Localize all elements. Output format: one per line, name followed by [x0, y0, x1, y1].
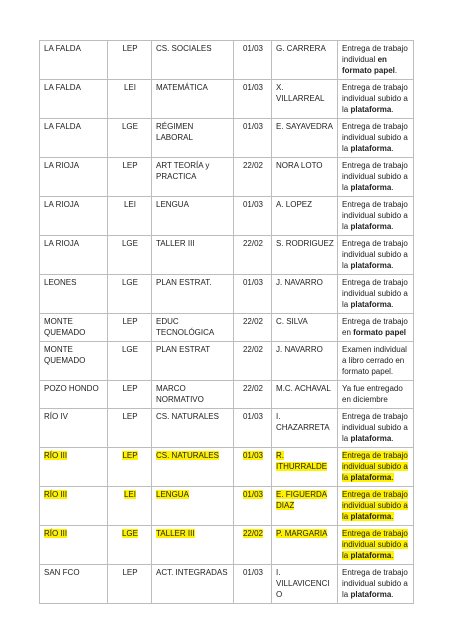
level-text: LEP [122, 568, 138, 577]
date-text: 01/03 [242, 490, 264, 499]
teacher-text: E. FIGUERDA DIAZ [276, 490, 328, 510]
observation-text [342, 412, 408, 443]
subject-cell [152, 314, 234, 342]
date-text: 01/03 [242, 200, 264, 209]
observation-text [342, 161, 408, 192]
subject-cell [152, 448, 234, 487]
teacher-cell [272, 342, 338, 381]
locality-cell [40, 119, 108, 158]
date-cell [234, 487, 272, 526]
observation-bold: formato papel [353, 328, 407, 337]
table-body [40, 41, 414, 604]
date-cell [234, 314, 272, 342]
level-text: LGE [121, 345, 138, 354]
teacher-text: E. SAYAVEDRA [276, 122, 333, 131]
level-text: LEP [122, 44, 138, 53]
locality-cell [40, 487, 108, 526]
locality-text: MONTE QUEMADO [44, 317, 86, 337]
table-row [40, 119, 414, 158]
observation-plain: Entrega de trabajo individual subido a la [342, 83, 408, 114]
level-text: LEP [122, 412, 138, 421]
observation-text [342, 239, 408, 270]
level-cell [108, 197, 152, 236]
level-text: LGE [121, 239, 138, 248]
level-cell [108, 381, 152, 409]
observation-bold: plataforma [350, 105, 392, 114]
observation-plain: Entrega de trabajo individual subido a la [342, 412, 408, 443]
observation-plain: Entrega de trabajo individual subido a la [342, 200, 408, 231]
subject-text: MARCO NORMATIVO [156, 384, 204, 404]
observation-text [342, 122, 408, 153]
observation-plain: Entrega de trabajo individual subido a la [342, 278, 408, 309]
subject-cell [152, 342, 234, 381]
table-row [40, 448, 414, 487]
teacher-cell [272, 487, 338, 526]
observation-plain: Entrega de trabajo individual [342, 44, 408, 64]
teacher-text: J. NAVARRO [276, 278, 323, 287]
teacher-cell [272, 41, 338, 80]
observation-cell [338, 487, 414, 526]
observation-cell [338, 381, 414, 409]
teacher-text: I. VILLAVICENCIO [276, 568, 330, 599]
locality-cell [40, 409, 108, 448]
observation-bold: plataforma [350, 300, 392, 309]
observation-bold: plataforma [350, 551, 392, 560]
date-cell [234, 342, 272, 381]
level-cell [108, 119, 152, 158]
observation-end: . [391, 473, 394, 482]
observation-plain: Entrega de trabajo individual subido a la [342, 490, 408, 521]
subject-cell [152, 409, 234, 448]
level-text: LGE [121, 122, 138, 131]
observation-end: . [391, 261, 394, 270]
subject-cell [152, 41, 234, 80]
teacher-text: G. CARRERA [276, 44, 326, 53]
locality-cell [40, 275, 108, 314]
teacher-cell [272, 236, 338, 275]
level-cell [108, 314, 152, 342]
level-cell [108, 526, 152, 565]
table-row [40, 197, 414, 236]
locality-cell [40, 41, 108, 80]
subject-text: LENGUA [156, 200, 189, 209]
observation-plain: Entrega de trabajo en [342, 317, 408, 337]
date-text: 01/03 [242, 412, 264, 421]
observation-cell [338, 409, 414, 448]
observation-cell [338, 80, 414, 119]
locality-text: SAN FCO [44, 568, 80, 577]
locality-cell [40, 197, 108, 236]
observation-plain: Entrega de trabajo individual subido a la [342, 239, 408, 270]
level-text: LGE [121, 278, 138, 287]
subject-text: EDUC TECNOLÓGICA [156, 317, 215, 337]
date-text: 01/03 [242, 83, 264, 92]
table-row [40, 342, 414, 381]
level-cell [108, 448, 152, 487]
locality-text: RÍO IV [44, 412, 69, 421]
teacher-cell [272, 526, 338, 565]
observation-cell [338, 41, 414, 80]
observation-end: . [391, 144, 394, 153]
teacher-cell [272, 275, 338, 314]
date-text: 01/03 [242, 122, 264, 131]
level-cell [108, 275, 152, 314]
level-text: LEI [123, 490, 136, 499]
date-text: 22/02 [242, 239, 264, 248]
table-row [40, 158, 414, 197]
locality-text: RÍO III [44, 451, 68, 460]
subject-cell [152, 80, 234, 119]
observation-text [342, 345, 407, 376]
date-cell [234, 119, 272, 158]
observation-plain: Examen individual a libro cerrado en formato papel. [342, 345, 407, 376]
observation-text [342, 451, 408, 482]
level-text: LEI [123, 200, 136, 209]
observation-end: . [391, 222, 394, 231]
teacher-text: I. CHAZARRETA [276, 412, 330, 432]
subject-cell [152, 197, 234, 236]
observation-plain: Entrega de trabajo individual subido a la [342, 529, 408, 560]
observation-end: . [391, 551, 394, 560]
locality-cell [40, 448, 108, 487]
table-row [40, 526, 414, 565]
teacher-cell [272, 409, 338, 448]
observation-cell [338, 197, 414, 236]
date-text: 22/02 [242, 384, 264, 393]
table-row [40, 80, 414, 119]
teacher-text: P. MARGARIA [276, 529, 328, 538]
teacher-cell [272, 381, 338, 409]
date-cell [234, 381, 272, 409]
observation-plain: Entrega de trabajo individual subido a la [342, 122, 408, 153]
teacher-cell [272, 314, 338, 342]
teacher-text: X. VILLARREAL [276, 83, 325, 103]
locality-text: LA RIOJA [44, 239, 80, 248]
observation-end: . [391, 590, 394, 599]
observation-bold: plataforma [350, 261, 392, 270]
date-cell [234, 409, 272, 448]
locality-cell [40, 80, 108, 119]
locality-text: LA RIOJA [44, 161, 80, 170]
observation-end: . [391, 434, 394, 443]
locality-text: LA FALDA [44, 122, 81, 131]
teacher-text: NORA LOTO [276, 161, 323, 170]
subject-text: CS. NATURALES [156, 451, 219, 460]
observation-bold: plataforma [350, 222, 392, 231]
observation-text [342, 44, 408, 75]
observation-text [342, 278, 408, 309]
subject-text: TALLER III [156, 239, 195, 248]
locality-cell [40, 526, 108, 565]
observation-cell [338, 275, 414, 314]
observation-cell [338, 342, 414, 381]
observation-cell [338, 565, 414, 604]
teacher-text: A. LOPEZ [276, 200, 313, 209]
level-cell [108, 236, 152, 275]
locality-text: RÍO III [44, 490, 68, 499]
observation-cell [338, 448, 414, 487]
locality-text: LA FALDA [44, 44, 81, 53]
level-cell [108, 41, 152, 80]
teacher-cell [272, 158, 338, 197]
subject-text: LENGUA [156, 490, 189, 499]
date-cell [234, 41, 272, 80]
date-text: 01/03 [242, 568, 264, 577]
subject-text: CS. SOCIALES [156, 44, 212, 53]
locality-cell [40, 236, 108, 275]
observation-plain: Entrega de trabajo individual subido a la [342, 451, 408, 482]
locality-text: LEONES [44, 278, 77, 287]
locality-text: RÍO III [44, 529, 68, 538]
observation-text [342, 200, 408, 231]
locality-cell [40, 158, 108, 197]
table-row [40, 41, 414, 80]
subject-text: CS. NATURALES [156, 412, 219, 421]
observation-bold: plataforma [350, 590, 392, 599]
locality-cell [40, 342, 108, 381]
observation-bold: plataforma [350, 434, 392, 443]
subject-cell [152, 526, 234, 565]
observation-end: . [391, 300, 394, 309]
level-cell [108, 487, 152, 526]
observation-text [342, 83, 408, 114]
date-text: 22/02 [242, 345, 264, 354]
locality-cell [40, 381, 108, 409]
date-cell [234, 565, 272, 604]
subject-text: PLAN ESTRAT. [156, 278, 212, 287]
table-row [40, 314, 414, 342]
subject-cell [152, 381, 234, 409]
subject-text: TALLER III [156, 529, 195, 538]
table-row [40, 236, 414, 275]
date-cell [234, 158, 272, 197]
observation-plain: Ya fue entregado en diciembre [342, 384, 403, 404]
observation-bold: en formato papel [342, 55, 395, 75]
teacher-cell [272, 197, 338, 236]
observation-end: . [391, 105, 394, 114]
level-text: LEP [122, 317, 138, 326]
subject-cell [152, 158, 234, 197]
observation-cell [338, 314, 414, 342]
date-text: 22/02 [242, 317, 264, 326]
table-row [40, 409, 414, 448]
subject-cell [152, 119, 234, 158]
teacher-text: M.C. ACHAVAL [276, 384, 331, 393]
table-row [40, 381, 414, 409]
level-cell [108, 409, 152, 448]
date-text: 22/02 [242, 529, 264, 538]
observation-text [342, 317, 408, 337]
observation-bold: plataforma [350, 473, 392, 482]
level-cell [108, 158, 152, 197]
date-text: 01/03 [242, 44, 264, 53]
level-text: LEP [122, 451, 138, 460]
table-row [40, 487, 414, 526]
locality-text: POZO HONDO [44, 384, 99, 393]
level-text: LEP [122, 384, 138, 393]
observation-cell [338, 158, 414, 197]
observation-end: . [391, 512, 394, 521]
level-cell [108, 80, 152, 119]
date-cell [234, 526, 272, 565]
subject-text: MATEMÁTICA [156, 83, 208, 92]
schedule-table [39, 40, 414, 604]
locality-text: LA RIOJA [44, 200, 80, 209]
teacher-cell [272, 80, 338, 119]
date-text: 22/02 [242, 161, 264, 170]
date-cell [234, 448, 272, 487]
date-cell [234, 275, 272, 314]
table-row [40, 565, 414, 604]
observation-cell [338, 236, 414, 275]
observation-text [342, 529, 408, 560]
date-cell [234, 80, 272, 119]
subject-cell [152, 487, 234, 526]
observation-end: . [391, 183, 394, 192]
date-cell [234, 236, 272, 275]
teacher-cell [272, 119, 338, 158]
date-text: 01/03 [242, 278, 264, 287]
teacher-text: C. SILVA [276, 317, 308, 326]
observation-text [342, 490, 408, 521]
teacher-cell [272, 448, 338, 487]
observation-bold: plataforma [350, 512, 392, 521]
level-text: LEI [123, 83, 136, 92]
observation-bold: plataforma [350, 144, 392, 153]
teacher-text: J. NAVARRO [276, 345, 323, 354]
teacher-text: R. ITHURRALDE [276, 451, 328, 471]
teacher-cell [272, 565, 338, 604]
observation-text [342, 568, 408, 599]
subject-text: PLAN ESTRAT [156, 345, 211, 354]
subject-text: ACT. INTEGRADAS [156, 568, 228, 577]
observation-plain: Entrega de trabajo individual subido a la [342, 568, 408, 599]
subject-cell [152, 236, 234, 275]
observation-bold: plataforma [350, 183, 392, 192]
level-cell [108, 565, 152, 604]
level-text: LEP [122, 161, 138, 170]
subject-cell [152, 275, 234, 314]
observation-cell [338, 119, 414, 158]
table-row [40, 275, 414, 314]
locality-text: MONTE QUEMADO [44, 345, 86, 365]
level-cell [108, 342, 152, 381]
locality-cell [40, 565, 108, 604]
date-cell [234, 197, 272, 236]
locality-cell [40, 314, 108, 342]
locality-text: LA FALDA [44, 83, 81, 92]
subject-cell [152, 565, 234, 604]
observation-text [342, 384, 403, 404]
observation-cell [338, 526, 414, 565]
date-text: 01/03 [242, 451, 264, 460]
subject-text: ART TEORÍA y PRACTICA [156, 161, 210, 181]
observation-plain: Entrega de trabajo individual subido a la [342, 161, 408, 192]
teacher-text: S. RODRIGUEZ [276, 239, 334, 248]
subject-text: RÉGIMEN LABORAL [156, 122, 194, 142]
level-text: LGE [121, 529, 138, 538]
observation-end: . [394, 66, 398, 75]
